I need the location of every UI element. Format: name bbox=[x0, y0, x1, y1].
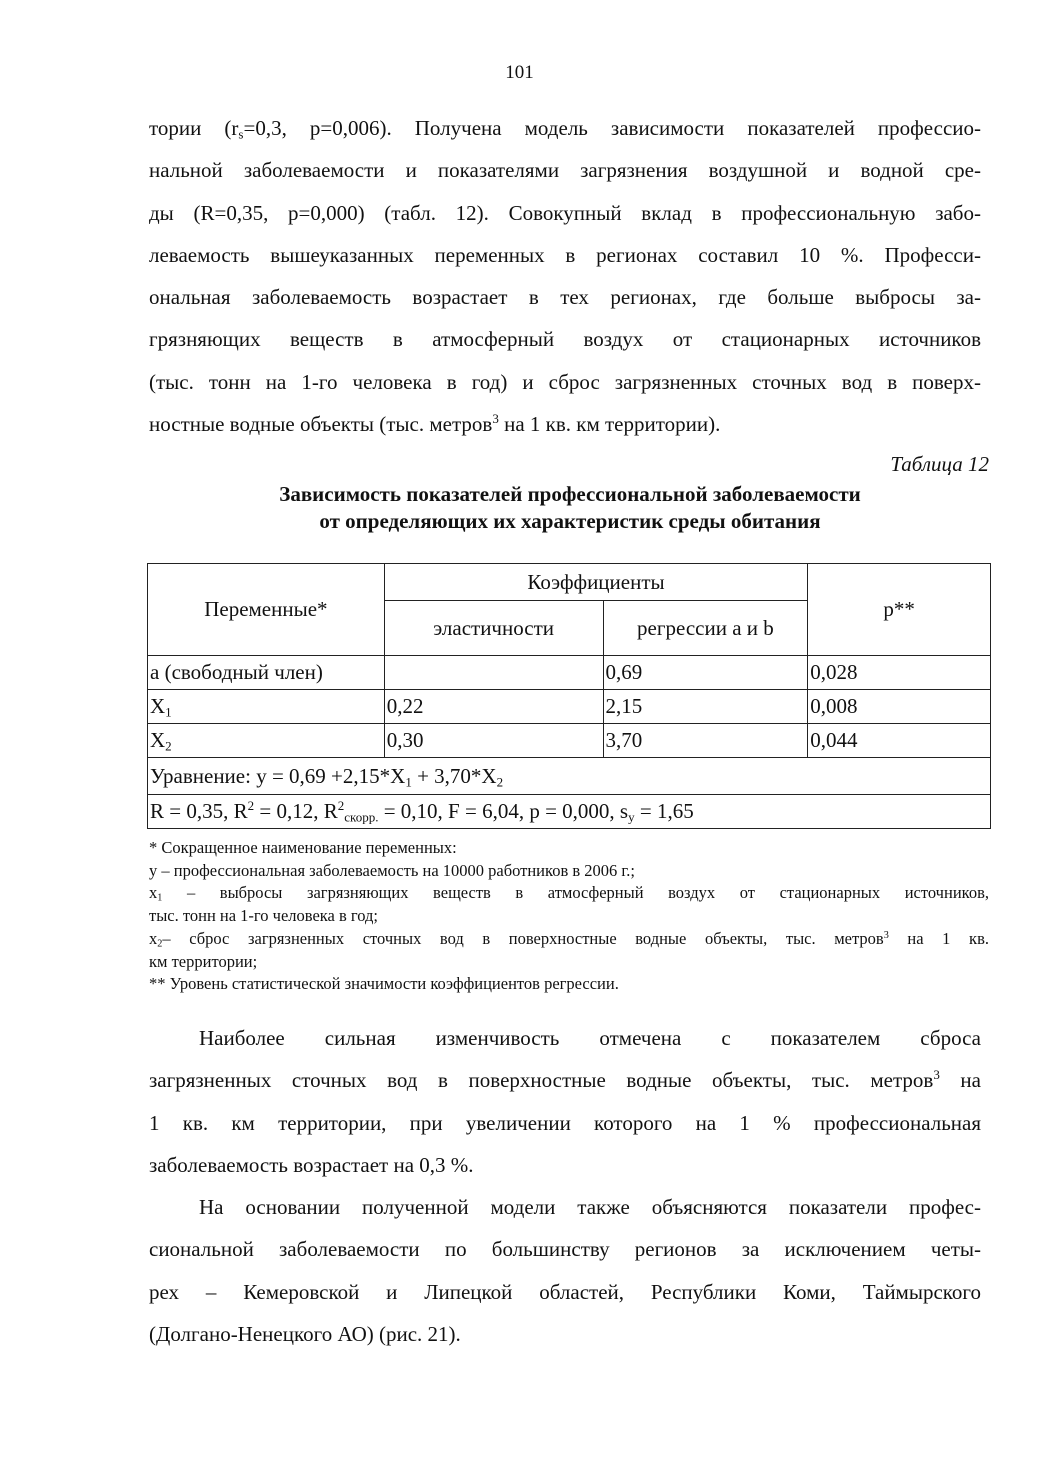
header-p: p** bbox=[808, 564, 991, 656]
note-line: тыс. тонн на 1-го человека в год; bbox=[149, 906, 379, 926]
text-line: рех – Кемеровской и Липецкой областей, Республики Коми, Таймырского bbox=[149, 1279, 981, 1304]
table-row bbox=[148, 724, 991, 758]
paragraph-variability bbox=[149, 1017, 981, 1186]
cell-regression: 0,69 bbox=[603, 656, 808, 690]
note-line: $x_1$ – выбросы загрязняющих веществ в атмосферный воздух от стационарных источников, bbox=[149, 883, 989, 904]
text-line: ностные водные объекты (тыс. метров$^3$ на 1 кв. км территории). bbox=[149, 411, 721, 437]
note-line: км территории; bbox=[149, 951, 258, 971]
cell-p: 0,044 bbox=[808, 724, 991, 758]
table-notes bbox=[149, 837, 989, 996]
cell-variable: $X_1$ bbox=[148, 690, 385, 724]
cell-elasticity bbox=[384, 656, 603, 690]
table-label: Таблица 12 bbox=[890, 452, 989, 476]
note-line: y – профессиональная заболеваемость на 10000 работников в 2006 г.; bbox=[149, 860, 636, 880]
page-number: 101 bbox=[505, 62, 534, 83]
text-line: сиональной заболеваемости по большинству регионов за исключением четы- bbox=[149, 1237, 981, 1262]
equation-row: Уравнение: $y = 0,69 +2,15*X_1 + 3,70*X_2$ bbox=[148, 758, 991, 795]
text-line: Наиболее сильная изменчивость отмечена с показателем сброса bbox=[199, 1026, 981, 1050]
paragraph-intro bbox=[149, 107, 981, 445]
cell-elasticity: 0,22 bbox=[384, 690, 603, 724]
cell-variable: $X_2$ bbox=[148, 724, 385, 758]
text-line: ды (R=0,35, p=0,000) (табл. 12). Совокупный вклад в профессиональную забо- bbox=[149, 200, 981, 225]
note-line: $x_2-$ сброс загрязненных сточных вод в поверхностные водные объекты, тыс. метров$^3$ на 1 кв. bbox=[149, 928, 989, 950]
cell-p: 0,028 bbox=[808, 656, 991, 690]
table-title: Зависимость показателей профессиональной заболеваемости от определяющих их характеристик среды обитания bbox=[279, 482, 861, 533]
header-coefficients: Коэффициенты bbox=[384, 564, 808, 601]
text-line: загрязненных сточных вод в поверхностные водные объекты, тыс. метров$^3$ на bbox=[149, 1067, 981, 1093]
text-line: (Долгано-Ненецкого АО) (рис. 21). bbox=[149, 1321, 461, 1346]
regression-table bbox=[147, 563, 991, 829]
text-line: 1 кв. км территории, при увеличении которого на 1 % профессиональная bbox=[149, 1110, 981, 1135]
text-line: нальной заболеваемости и показателями загрязнения воздушной и водной сре- bbox=[149, 158, 981, 183]
text-line: На основании полученной модели также объясняются показатели профес- bbox=[199, 1195, 981, 1219]
table-row bbox=[148, 656, 991, 690]
text-line: (тыс. тонн на 1-го человека в год) и сброс загрязненных сточных вод в поверх- bbox=[149, 369, 981, 394]
header-elasticity: эластичности bbox=[384, 601, 603, 656]
text-line: леваемость вышеуказанных переменных в регионах составил 10 %. Професси- bbox=[149, 242, 981, 267]
statistics-row: R = 0,35, $R^2 = 0,12$, $R^2_{скорр.} = 0,10$, F = 6,04, p = 0,000, $s_y = 1,65$ bbox=[148, 795, 991, 829]
text-line: ональная заболеваемость возрастает в тех регионах, где больше выбросы за- bbox=[149, 285, 981, 310]
table-row bbox=[148, 690, 991, 724]
header-regression: регрессии a и b bbox=[603, 601, 808, 656]
note-line: * Сокращенное наименование переменных: bbox=[149, 838, 457, 857]
text-line: тории ($r_s=0,3$, p=0,006). Получена модель зависимости показателей профессио- bbox=[149, 116, 981, 142]
cell-p: 0,008 bbox=[808, 690, 991, 724]
text-line: грязняющих веществ в атмосферный воздух от стационарных источников bbox=[149, 327, 981, 352]
cell-regression: 3,70 bbox=[603, 724, 808, 758]
cell-regression: 2,15 bbox=[603, 690, 808, 724]
cell-elasticity: 0,30 bbox=[384, 724, 603, 758]
text-line: заболеваемость возрастает на 0,3 %. bbox=[149, 1152, 474, 1177]
note-line: ** Уровень статистической значимости коэффициентов регрессии. bbox=[149, 974, 619, 994]
cell-variable: а (свободный член) bbox=[148, 656, 385, 690]
header-variables: Переменные* bbox=[148, 564, 385, 656]
paragraph-model bbox=[149, 1186, 981, 1355]
